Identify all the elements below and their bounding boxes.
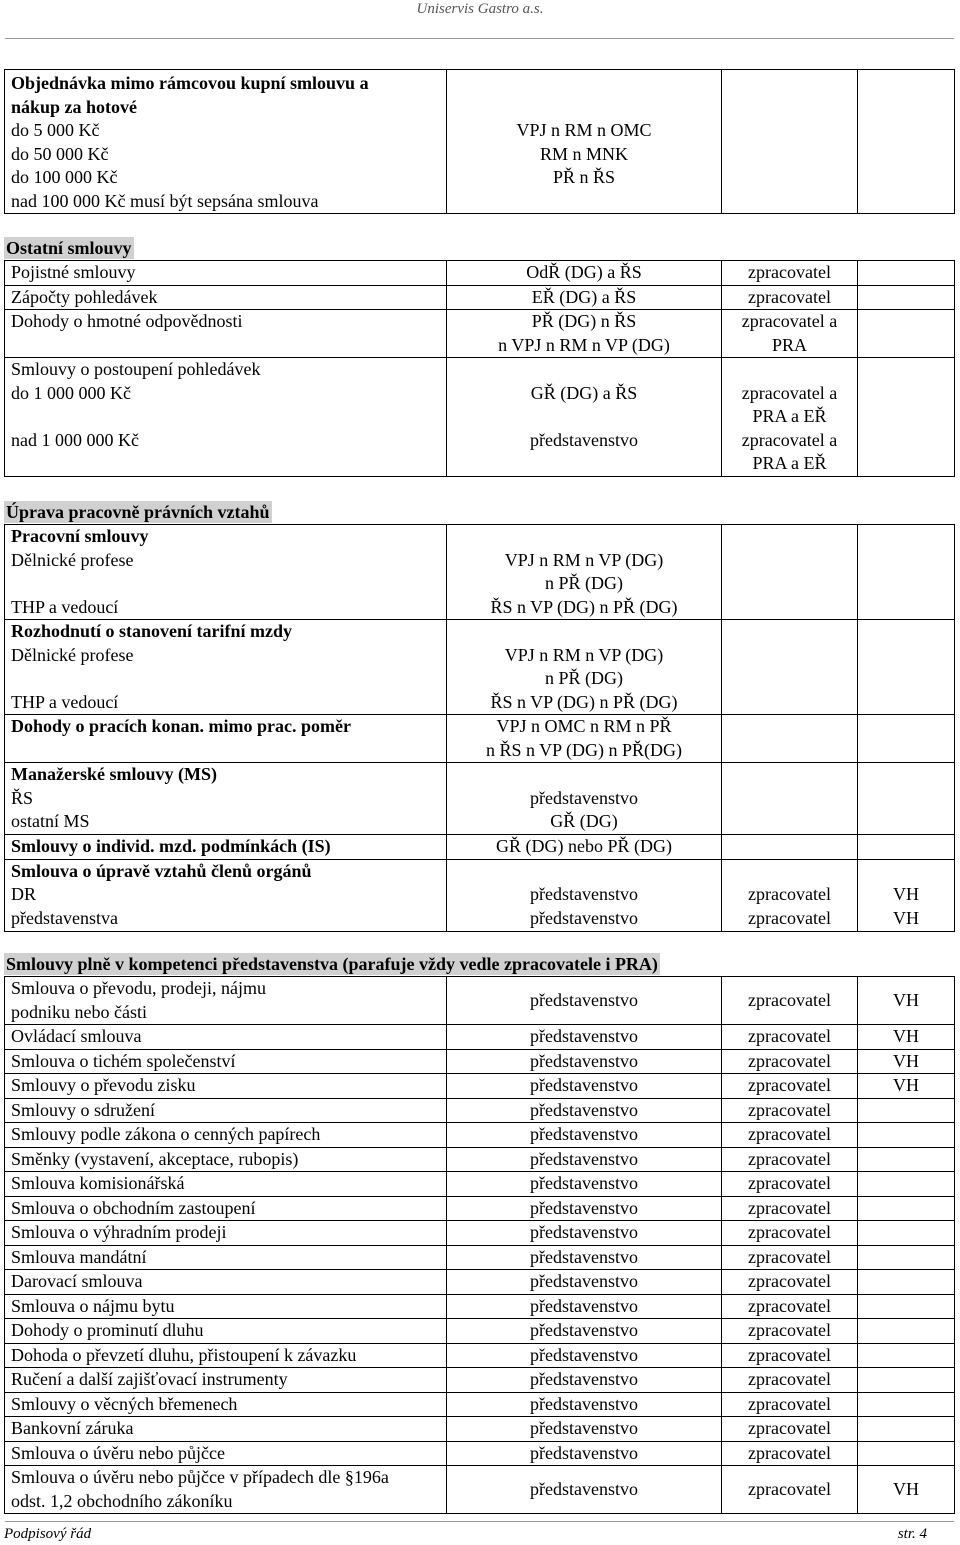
row-vh-2: VH xyxy=(893,907,919,928)
purchase-limit-1: do 5 000 Kč xyxy=(11,120,100,140)
row-processor: zpracovatel xyxy=(748,1148,831,1169)
row-sub-1: Dělnické profese xyxy=(11,549,134,570)
row-sub-2: THP a vedoucí xyxy=(11,691,119,712)
row-approval: GŘ (DG) nebo PŘ (DG) xyxy=(496,836,672,856)
table-row xyxy=(5,1368,955,1393)
row-name: Smlouvy o převodu zisku xyxy=(11,1075,196,1095)
row-approval: představenstvo xyxy=(530,1148,638,1169)
row-name-2: do 1 000 000 Kč xyxy=(11,382,131,403)
footer-rule xyxy=(5,1521,954,1522)
table-row xyxy=(5,1417,955,1442)
row-processor: zpracovatel xyxy=(748,286,831,307)
row-processor: zpracovatel xyxy=(748,1050,831,1071)
table-row xyxy=(5,1147,955,1172)
table-row xyxy=(5,310,447,358)
row-approval-2: GŘ (DG) xyxy=(550,811,618,831)
table-row xyxy=(5,715,447,763)
row-title: Manažerské smlouvy (MS) xyxy=(11,764,217,784)
row-name: Smlouvy o sdružení xyxy=(11,1099,155,1120)
row-sub-1: DR xyxy=(11,884,37,904)
row-approval: OdŘ (DG) a ŘS xyxy=(526,262,642,282)
section-heading-kompetence: Smlouvy plně v kompetenci představenstva (parafuje vždy vedle zpracovatele i PRA) xyxy=(6,954,658,974)
row-name: Zápočty pohledávek xyxy=(11,286,158,307)
row-processor: zpracovatel xyxy=(748,1075,831,1095)
row-approval-1: VPJ n OMC n RM n PŘ xyxy=(496,716,672,736)
row-name: Dohody o hmotné odpovědnosti xyxy=(11,311,243,331)
row-approval: představenstvo xyxy=(530,1222,638,1242)
row-approval: EŘ (DG) a ŘS xyxy=(531,286,637,307)
purchase-limit-3: do 100 000 Kč xyxy=(11,167,118,187)
row-processor-2: zpracovatel xyxy=(748,907,831,928)
table-row xyxy=(5,1098,955,1123)
row-processor: zpracovatel xyxy=(748,1393,831,1414)
purchase-limit-4: nad 100 000 Kč musí být sepsána smlouva xyxy=(11,190,319,211)
row-processor-2: PRA xyxy=(771,334,807,355)
row-approval-2: n VPJ n RM n VP (DG) xyxy=(498,334,670,355)
header-rule xyxy=(5,38,954,39)
kompetence-rows xyxy=(5,1025,955,1466)
row-name: Pojistné smlouvy xyxy=(11,262,136,282)
row-processor-1: zpracovatel a xyxy=(741,382,838,403)
table-uprava xyxy=(4,524,955,932)
row-name-1: Smlouvy o postoupení pohledávek xyxy=(11,359,261,379)
row-vh: VH xyxy=(893,1075,919,1095)
row-processor: zpracovatel xyxy=(748,1344,831,1365)
row-approval-2: n ŘS n VP (DG) n PŘ(DG) xyxy=(485,739,683,760)
row-processor: zpracovatel xyxy=(748,1099,831,1120)
purchase-approval-1: VPJ n RM n OMC xyxy=(516,120,652,140)
purchase-description xyxy=(5,70,447,214)
table-row xyxy=(5,1343,955,1368)
row-processor: zpracovatel xyxy=(748,989,831,1010)
row-name: Smlouva o obchodním zastoupení xyxy=(11,1197,256,1218)
row-processor: zpracovatel xyxy=(748,1026,831,1046)
row-approval-3: ŘS n VP (DG) n PŘ (DG) xyxy=(490,596,678,617)
table-row xyxy=(5,1221,955,1246)
table-kompetence xyxy=(4,976,955,1514)
purchase-title-1: Objednávka mimo rámcovou kupní smlouvu a xyxy=(11,73,369,93)
row-approval: představenstvo xyxy=(530,1418,638,1438)
row-name-2: podniku nebo části xyxy=(11,1001,147,1022)
row-approval: představenstvo xyxy=(530,1075,638,1095)
row-title: Smlouva o úpravě vztahů členů orgánů xyxy=(11,860,312,881)
row-approval-1: PŘ (DG) n ŘS xyxy=(531,311,637,331)
table-row xyxy=(5,1074,955,1099)
row-name: Smlouvy podle zákona o cenných papírech xyxy=(11,1124,321,1144)
row-title: Rozhodnutí o stanovení tarifní mzdy xyxy=(11,621,293,641)
row-name: Ručení a další zajišťovací instrumenty xyxy=(11,1369,288,1389)
row-processor-2: PRA a EŘ xyxy=(752,406,827,426)
row-processor: zpracovatel xyxy=(748,1246,831,1267)
row-approval-2: n PŘ (DG) xyxy=(544,573,623,593)
row-sub-2: ostatní MS xyxy=(11,811,90,831)
row-approval: představenstvo xyxy=(530,1478,638,1499)
table-row xyxy=(5,1123,955,1148)
company-name: Uniservis Gastro a.s. xyxy=(416,1,544,17)
row-approval-2: představenstvo xyxy=(530,429,638,450)
table-row xyxy=(5,977,447,1025)
purchase-vh xyxy=(858,70,955,214)
table-row xyxy=(5,763,447,835)
row-name: Ovládací smlouva xyxy=(11,1026,142,1046)
row-approval: představenstvo xyxy=(530,1344,638,1365)
row-name: Smlouva komisionářská xyxy=(11,1173,185,1193)
row-approval: představenstvo xyxy=(530,1442,638,1463)
page-footer xyxy=(0,1524,960,1544)
row-name: Darovací smlouva xyxy=(11,1271,143,1291)
row-name: Smlouva mandátní xyxy=(11,1246,147,1267)
row-processor-4: PRA a EŘ xyxy=(752,453,827,473)
row-approval-2: představenstvo xyxy=(530,907,638,928)
table-purchase xyxy=(4,69,955,214)
row-processor: zpracovatel xyxy=(748,1478,831,1499)
row-name: Smlouva o úvěru nebo půjčce xyxy=(11,1442,225,1463)
row-approval: představenstvo xyxy=(530,1271,638,1291)
row-approval: představenstvo xyxy=(530,1099,638,1120)
row-processor: zpracovatel xyxy=(748,1197,831,1218)
table-row xyxy=(5,1441,955,1466)
table-row xyxy=(5,1392,955,1417)
row-approval: představenstvo xyxy=(530,1246,638,1267)
row-processor-1: zpracovatel a xyxy=(741,311,838,331)
row-approval: představenstvo xyxy=(530,1173,638,1193)
table-row xyxy=(5,525,447,620)
row-approval: představenstvo xyxy=(530,1295,638,1316)
footer-document-name: Podpisový řád xyxy=(4,1526,92,1542)
table-row xyxy=(5,1319,955,1344)
table-row xyxy=(5,1294,955,1319)
row-name-3: nad 1 000 000 Kč xyxy=(11,429,139,450)
section-heading-uprava: Úprava pracovně právních vztahů xyxy=(6,502,270,522)
row-title: Smlouvy o individ. mzd. podmínkách (IS) xyxy=(11,836,331,856)
row-approval: představenstvo xyxy=(530,989,638,1010)
row-approval-1: představenstvo xyxy=(530,787,638,808)
row-processor: zpracovatel xyxy=(748,1320,831,1340)
row-processor: zpracovatel xyxy=(748,1124,831,1144)
row-name-1: Smlouva o úvěru nebo půjčce v případech dle §196a xyxy=(11,1467,389,1487)
row-name-1: Smlouva o převodu, prodeji, nájmu xyxy=(11,978,266,998)
page-header xyxy=(0,0,960,24)
row-approval: představenstvo xyxy=(530,1320,638,1340)
row-name: Smlouvy o věcných břemenech xyxy=(11,1393,238,1414)
table-row xyxy=(5,1025,955,1050)
row-processor: zpracovatel xyxy=(748,1271,831,1291)
row-name: Bankovní záruka xyxy=(11,1418,134,1438)
row-approval-1: VPJ n RM n VP (DG) xyxy=(504,644,664,665)
row-name-2: odst. 1,2 obchodního zákoníku xyxy=(11,1490,233,1511)
row-processor: zpracovatel xyxy=(748,1295,831,1316)
table-row xyxy=(5,620,447,715)
table-row xyxy=(5,285,447,310)
purchase-processor xyxy=(722,70,858,214)
row-approval: představenstvo xyxy=(530,1050,638,1071)
row-processor: zpracovatel xyxy=(748,262,831,282)
table-row xyxy=(5,1466,447,1514)
row-approval: představenstvo xyxy=(530,1026,638,1046)
table-row xyxy=(5,1270,955,1295)
purchase-approvals xyxy=(447,70,722,214)
purchase-approval-3: PŘ n ŘS xyxy=(552,167,616,187)
row-vh: VH xyxy=(893,1026,919,1046)
row-approval-3: ŘS n VP (DG) n PŘ (DG) xyxy=(490,691,678,712)
row-approval-1: představenstvo xyxy=(530,884,638,904)
row-sub-1: ŘS xyxy=(11,787,34,808)
row-sub-2: představenstva xyxy=(11,907,118,928)
row-approval-1: VPJ n RM n VP (DG) xyxy=(504,549,664,570)
row-approval: představenstvo xyxy=(530,1369,638,1389)
row-name: Směnky (vystavení, akceptace, rubopis) xyxy=(11,1148,299,1169)
row-title: Dohody o pracích konan. mimo prac. poměr xyxy=(11,716,352,736)
row-processor: zpracovatel xyxy=(748,1442,831,1463)
row-processor: zpracovatel xyxy=(748,1173,831,1193)
footer-page-number: str. 4 xyxy=(897,1526,927,1542)
row-name: Smlouva o tichém společenství xyxy=(11,1050,236,1071)
row-vh: VH xyxy=(893,989,919,1010)
purchase-limit-2: do 50 000 Kč xyxy=(11,143,109,164)
table-row xyxy=(5,1172,955,1197)
row-processor-3: zpracovatel a xyxy=(741,429,838,450)
row-name: Dohody o prominutí dluhu xyxy=(11,1320,204,1340)
row-name: Dohoda o převzetí dluhu, přistoupení k závazku xyxy=(11,1344,357,1365)
section-heading-ostatni: Ostatní smlouvy xyxy=(6,238,132,258)
row-name: Smlouva o nájmu bytu xyxy=(11,1295,175,1316)
row-approval: představenstvo xyxy=(530,1197,638,1218)
table-row xyxy=(5,261,447,286)
row-processor: zpracovatel xyxy=(748,1222,831,1242)
table-row xyxy=(5,1049,955,1074)
table-row xyxy=(5,1196,955,1221)
row-vh-1: VH xyxy=(893,884,919,904)
table-row xyxy=(5,835,447,860)
purchase-title-2: nákup za hotové xyxy=(11,96,138,117)
row-sub-1: Dělnické profese xyxy=(11,644,134,665)
table-row xyxy=(5,358,447,477)
row-sub-2: THP a vedoucí xyxy=(11,596,119,617)
row-approval: představenstvo xyxy=(530,1393,638,1414)
purchase-approval-2: RM n MNK xyxy=(539,143,628,164)
table-row xyxy=(5,859,447,931)
row-approval-1: GŘ (DG) a ŘS xyxy=(530,382,638,403)
row-approval: představenstvo xyxy=(530,1124,638,1144)
row-processor-1: zpracovatel xyxy=(748,884,831,904)
row-title: Pracovní smlouvy xyxy=(11,526,149,546)
row-name: Smlouva o výhradním prodeji xyxy=(11,1222,227,1242)
table-row xyxy=(5,1245,955,1270)
row-vh: VH xyxy=(893,1478,919,1499)
row-processor: zpracovatel xyxy=(748,1369,831,1389)
row-processor: zpracovatel xyxy=(748,1418,831,1438)
row-approval-2: n PŘ (DG) xyxy=(544,668,623,688)
table-ostatni xyxy=(4,260,955,477)
row-vh: VH xyxy=(893,1050,919,1071)
